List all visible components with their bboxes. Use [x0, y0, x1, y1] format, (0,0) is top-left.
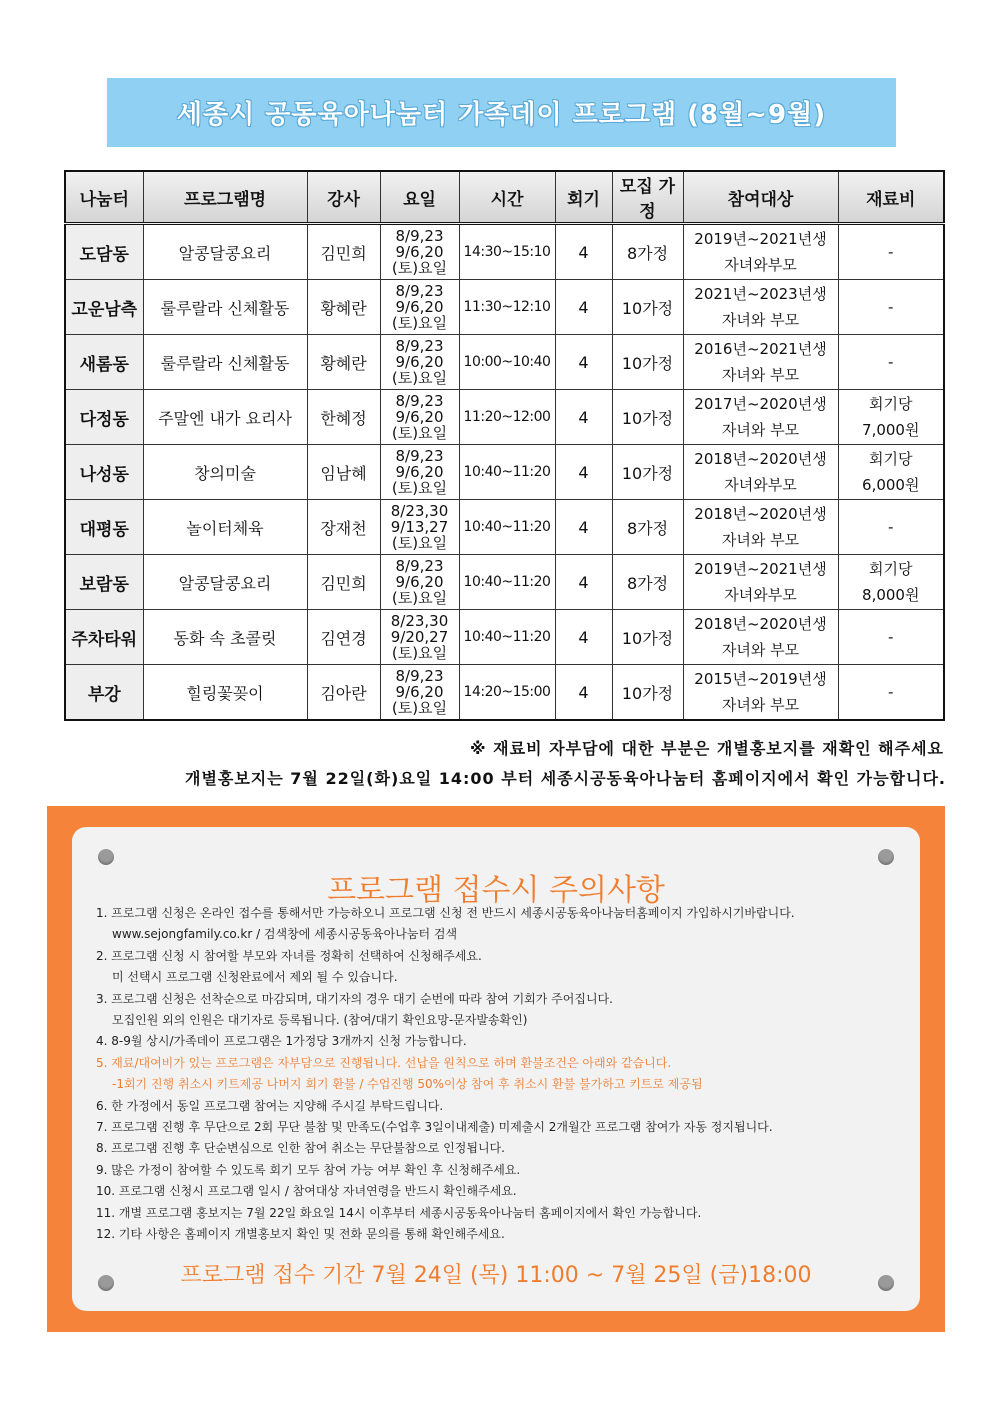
target-line: 자녀와부모: [724, 256, 797, 274]
program-name: 힐링꽃꽂이: [143, 665, 307, 721]
session-time: 11:30~12:10: [459, 280, 555, 335]
fee-line: -: [888, 683, 894, 701]
family-capacity: 10가정: [612, 610, 683, 665]
notice-rule: 5. 재료/대여비가 있는 프로그램은 자부담으로 진행됩니다. 선납을 원칙으로 하며 환불조건은 아래와 같습니다.: [96, 1055, 672, 1070]
program-name: 창의미술: [143, 445, 307, 500]
target-line: 자녀와 부모: [721, 311, 800, 329]
material-fee: [838, 555, 944, 610]
schedule-line: (토)요일: [391, 644, 448, 662]
participant-target: [683, 280, 838, 335]
notice-rule: 1. 프로그램 신청은 온라인 접수를 통해서만 가능하오니 프로그램 신청 전 반드시 세종시공동육아나눔터홈페이지 가입하시기바랍니다.: [96, 906, 795, 920]
column-header: 모집 가정: [612, 171, 683, 224]
table-row: [65, 665, 944, 721]
teacher-name: 한혜정: [307, 390, 380, 445]
notice-rule: 7. 프로그램 진행 후 무단으로 2회 무단 불참 및 만족도(수업후 3일이내제출) 미제출시 2개월간 프로그램 참여가 자동 정지됩니다.: [96, 1120, 773, 1135]
schedule-line: 9/20,27: [390, 628, 449, 646]
table-row: [65, 610, 944, 665]
fee-line: -: [888, 298, 894, 316]
schedule-days: [380, 224, 459, 280]
column-header: 프로그램명: [143, 171, 307, 224]
schedule-days: [380, 335, 459, 390]
notice-rule: 12. 기타 사항은 홈페이지 개별홍보지 확인 및 전화 문의를 통해 확인해주세요.: [96, 1227, 505, 1242]
teacher-name: 황혜란: [307, 335, 380, 390]
family-capacity: 10가정: [612, 445, 683, 500]
notice-rule: 2. 프로그램 신청 시 참여할 부모와 자녀를 정확히 선택하여 신청해주세요.: [96, 948, 482, 963]
fee-line: 7,000원: [862, 421, 920, 439]
participant-target: [683, 335, 838, 390]
teacher-name: 임남혜: [307, 445, 380, 500]
session-count: 4: [555, 224, 612, 280]
schedule-days: [380, 665, 459, 721]
notice-rule: www.sejongfamily.co.kr / 검색창에 세종시공동육아나눔터 검색: [112, 927, 458, 942]
session-time: 10:40~11:20: [459, 555, 555, 610]
table-row: [65, 500, 944, 555]
center-name: 주차타워: [65, 610, 143, 665]
participant-target: [683, 610, 838, 665]
program-name: 동화 속 초콜릿: [143, 610, 307, 665]
target-line: 2018년~2020년생: [694, 505, 827, 523]
session-count: 4: [555, 610, 612, 665]
table-row: [65, 224, 944, 280]
material-fee: [838, 335, 944, 390]
schedule-line: 8/9,23: [395, 282, 444, 300]
family-capacity: 10가정: [612, 335, 683, 390]
page-title: 세종시 공동육아나눔터 가족데이 프로그램 (8월~9월): [176, 100, 827, 130]
column-header: 재료비: [838, 171, 944, 224]
fee-line: 회기당: [869, 450, 913, 468]
session-time: 10:40~11:20: [459, 610, 555, 665]
column-header: 시간: [459, 171, 555, 224]
schedule-days: [380, 500, 459, 555]
target-line: 2021년~2023년생: [694, 285, 827, 303]
schedule-line: 9/6,20: [395, 298, 444, 316]
material-fee: [838, 280, 944, 335]
schedule-line: 8/9,23: [395, 557, 444, 575]
column-header: 요일: [380, 171, 459, 224]
schedule-days: [380, 390, 459, 445]
schedule-line: (토)요일: [391, 424, 448, 442]
program-name: 알콩달콩요리: [143, 555, 307, 610]
session-time: 10:00~10:40: [459, 335, 555, 390]
table-row: [65, 555, 944, 610]
target-line: 2017년~2020년생: [694, 395, 827, 413]
participant-target: [683, 224, 838, 280]
target-line: 2019년~2021년생: [694, 230, 827, 248]
column-header: 참여대상: [683, 171, 838, 224]
program-table: [64, 170, 945, 721]
schedule-line: 8/9,23: [395, 227, 444, 245]
schedule-line: 9/6,20: [395, 683, 444, 701]
table-row: [65, 390, 944, 445]
fee-note: ※ 재료비 자부담에 대한 부분은 개별홍보지를 재확인 해주세요: [470, 739, 944, 758]
family-capacity: 10가정: [612, 390, 683, 445]
participant-target: [683, 500, 838, 555]
target-line: 2019년~2021년생: [694, 560, 827, 578]
notice-rule: 미 선택시 프로그램 신청완료에서 제외 될 수 있습니다.: [112, 970, 398, 985]
schedule-line: 9/6,20: [395, 408, 444, 426]
material-fee: [838, 390, 944, 445]
schedule-line: 8/23,30: [390, 612, 449, 630]
schedule-line: 9/13,27: [390, 518, 449, 536]
schedule-line: (토)요일: [391, 534, 448, 552]
schedule-line: (토)요일: [391, 699, 448, 717]
participant-target: [683, 390, 838, 445]
schedule-days: [380, 280, 459, 335]
schedule-days: [380, 445, 459, 500]
session-count: 4: [555, 445, 612, 500]
center-name: 도담동: [65, 224, 143, 280]
notice-rule: 4. 8-9월 상시/가족데이 프로그램은 1가정당 3개까지 신청 가능합니다.: [96, 1034, 467, 1049]
flyer-note: 개별홍보지는 7월 22일(화)요일 14:00 부터 세종시공동육아나눔터 홈페이지에서 확인 가능합니다.: [184, 769, 946, 788]
session-time: 14:20~15:00: [459, 665, 555, 721]
schedule-line: (토)요일: [391, 259, 448, 277]
schedule-line: 8/9,23: [395, 447, 444, 465]
notice-rule: 11. 개별 프로그램 홍보지는 7월 22일 화요일 14시 이후부터 세종시공동육아나눔터 홈페이지에서 확인 가능합니다.: [96, 1205, 702, 1220]
fee-line: -: [888, 628, 894, 646]
fee-line: 회기당: [869, 395, 913, 413]
material-fee: [838, 445, 944, 500]
notice-rule: -1회기 진행 취소시 키트제공 나머지 회기 환불 / 수업진행 50%이상 참여 후 취소시 환불 불가하고 키트로 제공됨: [112, 1077, 703, 1092]
teacher-name: 김아란: [307, 665, 380, 721]
schedule-line: 8/9,23: [395, 667, 444, 685]
fee-line: 6,000원: [862, 476, 920, 494]
table-row: [65, 335, 944, 390]
participant-target: [683, 555, 838, 610]
family-capacity: 10가정: [612, 280, 683, 335]
program-name: 놀이터체육: [143, 500, 307, 555]
center-name: 대평동: [65, 500, 143, 555]
target-line: 자녀와부모: [724, 586, 797, 604]
notice-rule: 8. 프로그램 진행 후 단순변심으로 인한 참여 취소는 무단불참으로 인정됩니다.: [96, 1141, 505, 1156]
notice-rules: [96, 903, 910, 1246]
target-line: 2015년~2019년생: [694, 670, 827, 688]
session-count: 4: [555, 280, 612, 335]
column-header: 회기: [555, 171, 612, 224]
notice-rule: 10. 프로그램 신청시 프로그램 일시 / 참여대상 자녀연령을 반드시 확인해주세요.: [96, 1184, 517, 1199]
fee-line: -: [888, 518, 894, 536]
program-name: 룰루랄라 신체활동: [143, 280, 307, 335]
session-time: 10:40~11:20: [459, 500, 555, 555]
schedule-line: 9/6,20: [395, 573, 444, 591]
title-banner: [107, 78, 896, 147]
table-header-row: [65, 171, 944, 224]
family-capacity: 8가정: [612, 500, 683, 555]
schedule-line: (토)요일: [391, 369, 448, 387]
target-line: 2018년~2020년생: [694, 615, 827, 633]
notice-rule: 3. 프로그램 신청은 선착순으로 마감되며, 대기자의 경우 대기 순번에 따라 참여 기회가 주어집니다.: [96, 991, 613, 1006]
family-capacity: 8가정: [612, 555, 683, 610]
fee-line: -: [888, 353, 894, 371]
schedule-line: 9/6,20: [395, 353, 444, 371]
table-row: [65, 280, 944, 335]
schedule-line: (토)요일: [391, 314, 448, 332]
target-line: 자녀와 부모: [721, 531, 800, 549]
target-line: 자녀와 부모: [721, 641, 800, 659]
fee-line: 8,000원: [862, 586, 920, 604]
schedule-days: [380, 610, 459, 665]
notice-frame: [47, 806, 945, 1332]
teacher-name: 김연경: [307, 610, 380, 665]
schedule-line: 9/6,20: [395, 463, 444, 481]
schedule-line: (토)요일: [391, 479, 448, 497]
teacher-name: 장재천: [307, 500, 380, 555]
schedule-line: 8/9,23: [395, 392, 444, 410]
center-name: 다정동: [65, 390, 143, 445]
column-header: 강사: [307, 171, 380, 224]
participant-target: [683, 445, 838, 500]
schedule-line: 9/6,20: [395, 243, 444, 261]
family-capacity: 8가정: [612, 224, 683, 280]
center-name: 보람동: [65, 555, 143, 610]
session-time: 11:20~12:00: [459, 390, 555, 445]
family-capacity: 10가정: [612, 665, 683, 721]
material-fee: [838, 665, 944, 721]
program-name: 알콩달콩요리: [143, 224, 307, 280]
pin-dot-top-left: [98, 849, 114, 865]
fee-line: -: [888, 243, 894, 261]
participant-target: [683, 665, 838, 721]
teacher-name: 황혜란: [307, 280, 380, 335]
schedule-line: 8/23,30: [390, 502, 449, 520]
table-row: [65, 445, 944, 500]
notice-title: 프로그램 접수시 주의사항: [327, 873, 665, 908]
column-header: 나눔터: [65, 171, 143, 224]
session-count: 4: [555, 335, 612, 390]
center-name: 고운남측: [65, 280, 143, 335]
target-line: 자녀와 부모: [721, 421, 800, 439]
session-count: 4: [555, 665, 612, 721]
schedule-line: 8/9,23: [395, 337, 444, 355]
notice-card: [72, 827, 920, 1311]
target-line: 자녀와부모: [724, 476, 797, 494]
session-time: 14:30~15:10: [459, 224, 555, 280]
notice-rule: 6. 한 가정에서 동일 프로그램 참여는 지양해 주시길 부탁드립니다.: [96, 1098, 444, 1113]
target-line: 자녀와 부모: [721, 696, 800, 714]
teacher-name: 김민희: [307, 555, 380, 610]
session-count: 4: [555, 500, 612, 555]
center-name: 부강: [65, 665, 143, 721]
teacher-name: 김민희: [307, 224, 380, 280]
notice-rule: 모집인원 외의 인원은 대기자로 등록됩니다. (참여/대기 확인요망-문자발송확인): [112, 1013, 528, 1028]
session-time: 10:40~11:20: [459, 445, 555, 500]
target-line: 2018년~2020년생: [694, 450, 827, 468]
registration-period: 프로그램 접수 기간 7월 24일 (목) 11:00 ~ 7월 25일 (금)18:00: [180, 1263, 812, 1288]
material-fee: [838, 224, 944, 280]
notice-rule: 9. 많은 가정이 참여할 수 있도록 회기 모두 참여 가능 여부 확인 후 신청해주세요.: [96, 1162, 521, 1177]
fee-line: 회기당: [869, 560, 913, 578]
session-count: 4: [555, 555, 612, 610]
center-name: 나성동: [65, 445, 143, 500]
target-line: 2016년~2021년생: [694, 340, 827, 358]
pin-dot-top-right: [878, 849, 894, 865]
program-name: 룰루랄라 신체활동: [143, 335, 307, 390]
schedule-line: (토)요일: [391, 589, 448, 607]
material-fee: [838, 610, 944, 665]
table-body: [65, 224, 944, 721]
program-name: 주말엔 내가 요리사: [143, 390, 307, 445]
target-line: 자녀와 부모: [721, 366, 800, 384]
material-fee: [838, 500, 944, 555]
schedule-days: [380, 555, 459, 610]
center-name: 새롬동: [65, 335, 143, 390]
session-count: 4: [555, 390, 612, 445]
